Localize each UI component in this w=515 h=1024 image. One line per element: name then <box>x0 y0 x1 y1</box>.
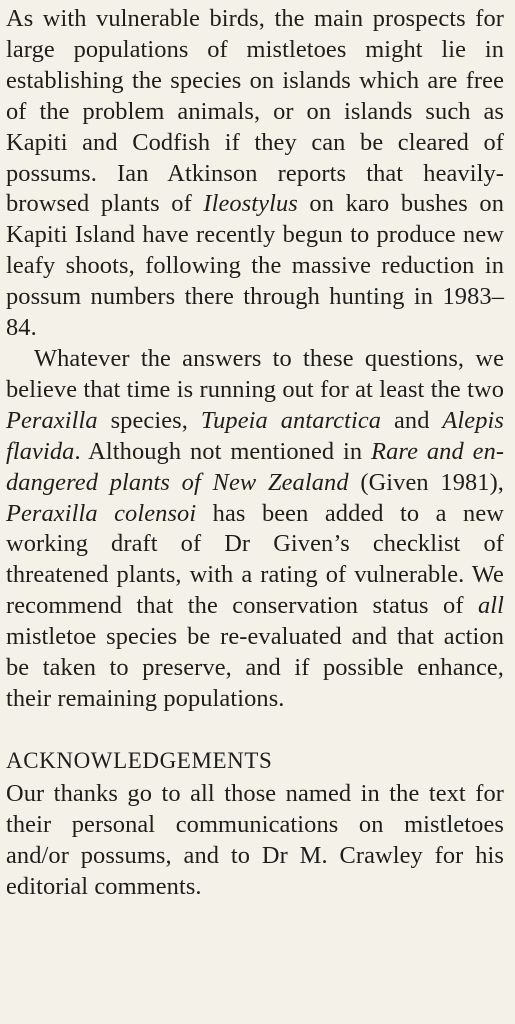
species-name-alepis-flavida: Alepis flavida <box>6 406 504 465</box>
body-text: Whatever the answers to these questions, we believe that time is running out for at least the two <box>6 344 504 403</box>
body-text: (Given 1981), <box>348 468 504 496</box>
body-text: species, <box>97 406 201 434</box>
body-text: . Although not mentioned in <box>74 437 372 465</box>
acknowledgements-text: Our thanks go to all those named in the text for their personal communications on mistletoes and/or possums, and to Dr M. Crawley for his editorial comments. <box>6 779 504 900</box>
species-name-peraxilla-colensoi: Peraxilla colensoi <box>6 499 197 527</box>
emphasis-all: all <box>477 592 504 620</box>
genus-name-peraxilla: Peraxilla <box>6 406 98 434</box>
paragraph-conservation-status <box>6 344 504 715</box>
body-text: and <box>381 406 443 434</box>
cited-book-title: Rare and endangered plants of New Zealand <box>6 437 504 496</box>
body-text: As with vulnerable birds, the main prospects for large populations of mistletoes might lie in establishing the species on islands which are free of the problem animals, or on islands such as Kapiti and Codfish if they can be cleared of possums. Ian Atkinson reports that heavily-browsed plants of <box>6 5 504 218</box>
body-text: has been added to a new working draft of Dr Given’s checklist of threatened plants, with a rating of vulnerable. We recommend that the conservation status of <box>6 499 504 620</box>
body-text: mistletoe species be re-evaluated and that action be taken to preserve, and if possible enhance, their remaining populations. <box>6 623 504 712</box>
body-text: on karo bushes on Kapiti Island have recently begun to produce new leafy shoots, following the massive reduction in possum numbers there through hunting in 1983–84. <box>6 190 505 342</box>
paragraph-possum-islands <box>6 4 504 344</box>
species-name-ileostylus: Ileostylus <box>203 190 298 218</box>
acknowledgements-heading: ACKNOWLEDGEMENTS <box>6 747 273 773</box>
species-name-tupeia-antarctica: Tupeia antarctica <box>200 406 382 434</box>
